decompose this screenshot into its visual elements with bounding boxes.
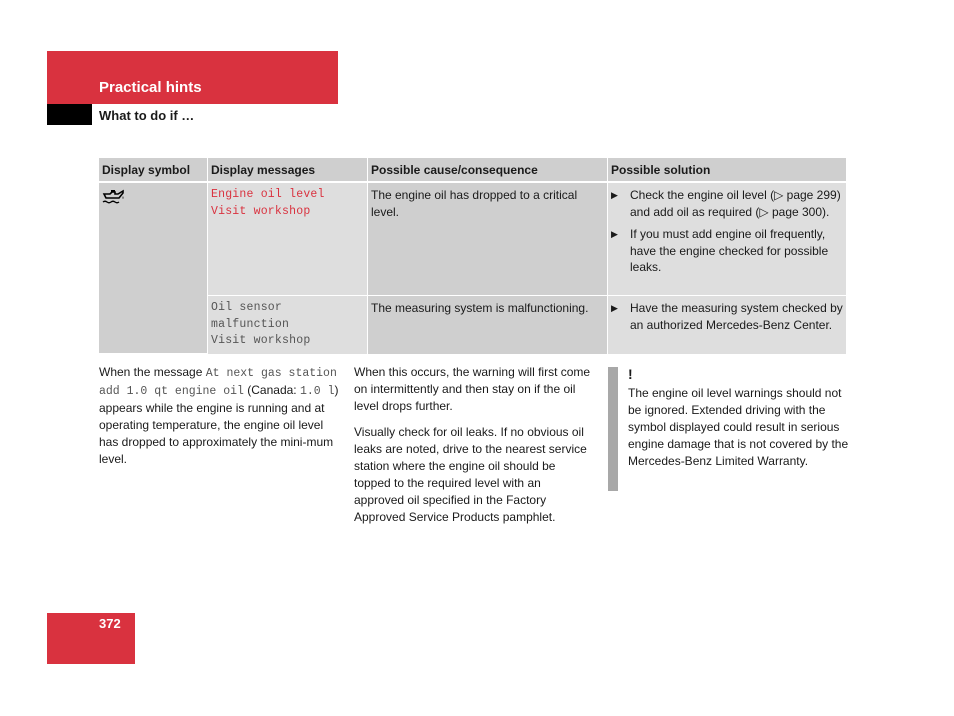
body-paragraph: Visually check for oil leaks. If no obvious oil leaks are noted, drive to the nearest service station where the engine oil should be topped to the required level with an approved oil specified in the Factory Approved Service Products pamphlet. — [354, 425, 587, 524]
display-message-inline: At next gas station add 1.0 qt engine oil — [99, 367, 337, 398]
solution-text: Check the engine oil level (▷ page 299) and add oil as required (▷ page 300). — [630, 188, 841, 219]
column-header-symbol: Display symbol — [99, 158, 208, 182]
table-row — [99, 296, 847, 354]
bullet-triangle-icon: ▶ — [611, 303, 618, 313]
message-line: Visit workshop — [211, 334, 311, 347]
solution-item — [611, 226, 843, 276]
body-text: ) appears while the engine is running and at operating temperature, the engine oil level has dropped to approximately the mini-mum level. — [99, 383, 339, 466]
column-header-messages: Display messages — [208, 158, 368, 182]
cause-cell: The engine oil has dropped to a critical level. — [368, 182, 608, 296]
table-header-row — [99, 158, 847, 182]
column-header-solution: Possible solution — [608, 158, 847, 182]
body-text: When the message — [99, 365, 206, 379]
message-cell — [208, 296, 368, 354]
display-message-inline: 1.0 l — [299, 385, 335, 398]
table-row — [99, 182, 847, 296]
body-paragraph: When this occurs, the warning will first come on intermittently and then stay on if the oil level drops further. — [354, 365, 591, 413]
body-text: (Canada: — [243, 383, 300, 397]
warning-side-bar — [608, 367, 618, 491]
display-messages-table — [99, 158, 847, 354]
message-line: Engine oil level — [211, 188, 325, 201]
message-line: Visit workshop — [211, 204, 311, 218]
solution-item — [611, 300, 843, 333]
bullet-triangle-icon: ▶ — [611, 190, 618, 200]
section-title: Practical hints — [99, 79, 202, 96]
bullet-triangle-icon: ▶ — [611, 229, 618, 239]
body-column-middle — [354, 364, 594, 535]
warning-text: The engine oil level warnings should not be ignored. Extended driving with the symbol displayed could result in serious engine damage that is not covered by the Mercedes-Benz Limited Warranty. — [628, 386, 849, 468]
solution-item — [611, 187, 843, 220]
solution-cell — [608, 296, 847, 354]
solution-text: Have the measuring system checked by an authorized Mercedes-Benz Center. — [630, 301, 843, 332]
cause-cell: The measuring system is malfunctioning. — [368, 296, 608, 354]
message-cell — [208, 182, 368, 296]
message-line: Oil sensor malfunction — [211, 301, 290, 331]
body-column-left — [99, 364, 339, 468]
warning-note — [628, 366, 850, 470]
page-number-box — [47, 613, 135, 664]
column-header-cause: Possible cause/consequence — [368, 158, 608, 182]
subsection-marker — [47, 104, 92, 125]
solution-text: If you must add engine oil frequently, have the engine checked for possible leaks. — [630, 227, 829, 274]
page-number: 372 — [99, 616, 121, 631]
symbol-cell — [99, 182, 208, 354]
warning-exclamation-icon: ! — [628, 366, 633, 382]
solution-cell — [608, 182, 847, 296]
subsection-title: What to do if … — [99, 108, 195, 123]
oil-can-icon — [102, 188, 126, 204]
section-header-bar — [47, 51, 338, 104]
